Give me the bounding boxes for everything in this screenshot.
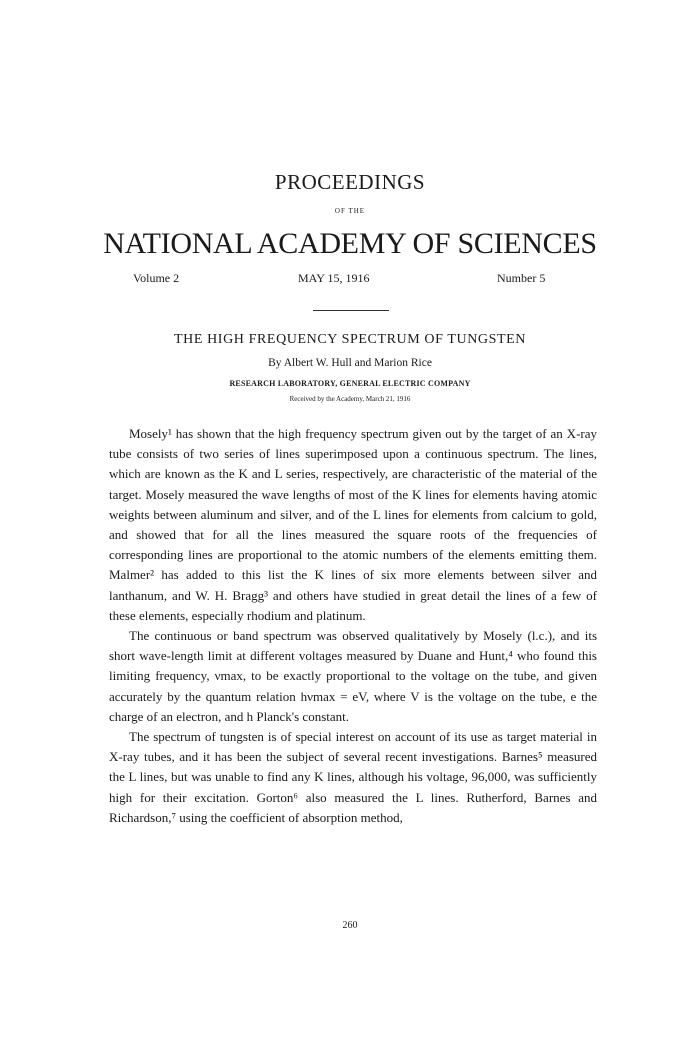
- body-paragraph-1: Mosely¹ has shown that the high frequency spectrum given out by the target of an X-ray tube consists of two series of lines superimposed upon a continuous spectrum. The lines, which are known as the K and L series, respectively, are characteristic of the material of the target. Mosely measured the wave lengths of most of the K lines for elements having atomic weights between aluminum and silver, and of the L lines for elements from calcium to gold, and showed that for all the lines measured the square roots of the frequencies of corresponding lines are proportional to the atomic numbers of the elements emitting them. Malmer² has added to this list the K lines of six more elements between silver and lanthanum, and W. H. Bragg³ and others have studied in great detail the lines of a few of these elements, especially rhodium and platinum.: [109, 426, 597, 623]
- header-divider: [313, 310, 389, 311]
- article-authors: By Albert W. Hull and Marion Rice: [268, 357, 432, 369]
- issue-volume: Volume 2: [133, 271, 180, 285]
- article-body: [109, 424, 597, 828]
- page-number: 260: [342, 920, 358, 931]
- journal-title: PROCEEDINGS: [274, 170, 426, 194]
- journal-of-the: OF THE: [334, 207, 366, 215]
- body-paragraph-3: The spectrum of tungsten is of special interest on account of its use as target material in X-ray tubes, and it has been the subject of several recent investigations. Barnes⁵ measured the L lines, but was unable to find any K lines, although his voltage, 96,000, was sufficiently high for their excitation. Gorton⁶ also measured the L lines. Rutherford, Barnes and Richardson,⁷ using the coefficient of absorption method,: [109, 729, 597, 825]
- article-affiliation: RESEARCH LABORATORY, GENERAL ELECTRIC COMPANY: [229, 379, 471, 388]
- issue-number: Number 5: [497, 271, 546, 285]
- issue-date: MAY 15, 1916: [298, 271, 370, 285]
- journal-academy-name: NATIONAL ACADEMY OF SCIENCES: [103, 227, 597, 260]
- body-paragraph-2: The continuous or band spectrum was observed qualitatively by Mosely (l.c.), and its short wave-length limit at different voltages measured by Duane and Hunt,⁴ who found this limiting frequency, νmax, to be exactly proportional to the voltage on the tube, and given accurately by the quantum relation hνmax = eV, where V is the voltage on the tube, e the charge of an electron, and h Planck's constant.: [109, 628, 597, 724]
- article-received-date: Received by the Academy, March 21, 1916: [289, 395, 411, 403]
- article-title: THE HIGH FREQUENCY SPECTRUM OF TUNGSTEN: [173, 332, 527, 347]
